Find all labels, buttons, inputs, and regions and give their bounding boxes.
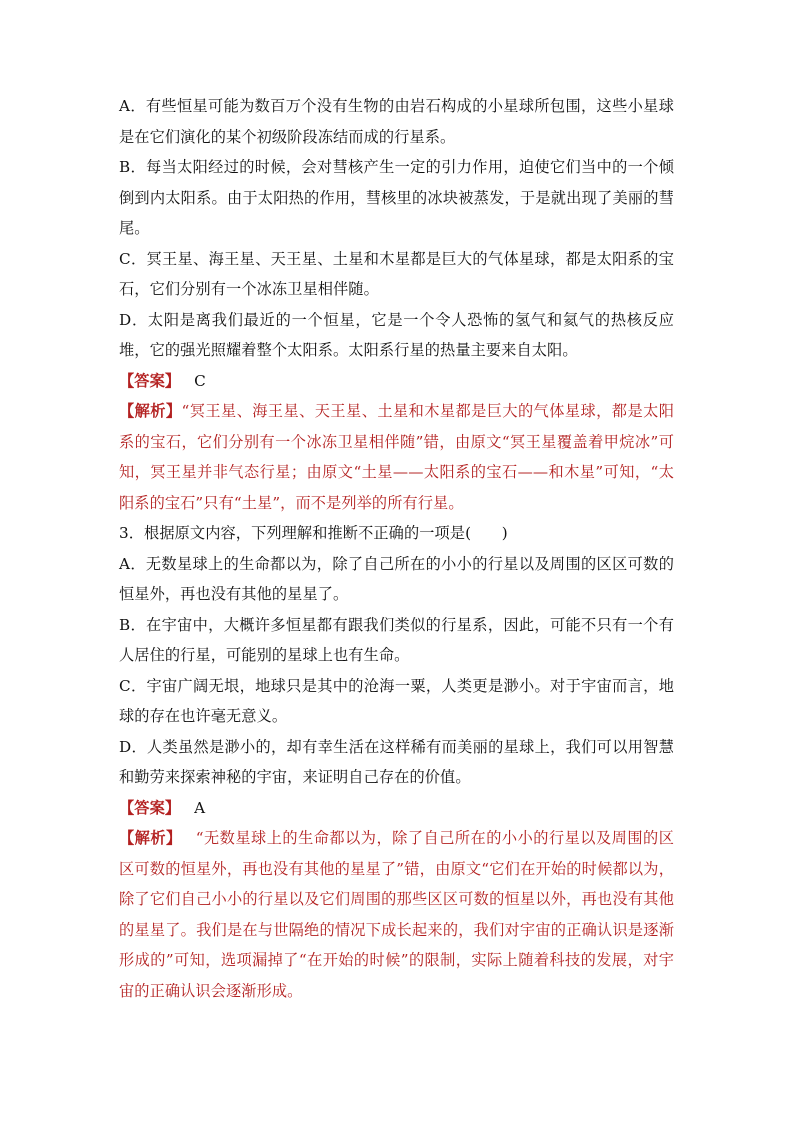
q2-option-d: D．太阳是离我们最近的一个恒星，它是一个令人恐怖的氢气和氦气的热核反应堆，它的强光照耀着整个太阳系。太阳系行星的热量主要来自太阳。 bbox=[119, 310, 674, 359]
q2-option-c: C．冥王星、海王星、天王星、土星和木星都是巨大的气体星球，都是太阳系的宝石，它们分别有一个冰冻卫星相伴随。 bbox=[119, 249, 674, 298]
q3-answer-value: A bbox=[194, 798, 206, 817]
q3-stem: 3．根据原文内容，下列理解和推断不正确的一项是( ) bbox=[119, 524, 508, 542]
q3-option-c: C．宇宙广阔无垠，地球只是其中的沧海一粟，人类更是渺小。对于宇宙而言，地球的存在也许毫无意义。 bbox=[119, 676, 674, 725]
q2-answer-tag: 【答案】 bbox=[119, 371, 181, 390]
q3-analysis bbox=[119, 823, 674, 1006]
q3-answer-line bbox=[119, 793, 674, 824]
q3-option-d: D．人类虽然是渺小的，却有幸生活在这样稀有而美丽的星球上，我们可以用智慧和勤劳来探索神秘的宇宙，来证明自己存在的价值。 bbox=[119, 737, 674, 786]
q3-analysis-text: “无数星球上的生命都以为，除了自己所在的小小的行星以及周围的区区可数的恒星外，再也没有其他的星星了”错，由原文“它们在开始的时候都以为，除了它们自己小小的行星以及它们周围的那些区区可数的恒星以外，再也没有其他的星星了。我们是在与世隔绝的情况下成长起来的，我们对宇宙的正确认识是逐渐形成的”可知，选项漏掉了“在开始的时候”的限制，实际上随着科技的发展，对宇宙的正确认识会逐渐形成。 bbox=[119, 829, 674, 1000]
page-content bbox=[119, 91, 674, 1006]
q3-analysis-tag: 【解析】 bbox=[119, 829, 182, 847]
q2-answer-value: C bbox=[194, 371, 206, 390]
q2-analysis-text: “冥王星、海王星、天王星、土星和木星都是巨大的气体星球，都是太阳系的宝石，它们分别有一个冰冻卫星相伴随”错，由原文“冥王星覆盖着甲烷冰”可知，冥王星并非气态行星；由原文“土星——太阳系的宝石——和木星”可知，“太阳系的宝石”只有“土星”，而不是列举的所有行星。 bbox=[119, 402, 674, 512]
q2-option-a: A．有些恒星可能为数百万个没有生物的由岩石构成的小星球所包围，这些小星球是在它们演化的某个初级阶段冻结而成的行星系。 bbox=[119, 97, 674, 146]
q3-answer-tag: 【答案】 bbox=[119, 798, 181, 817]
q2-analysis bbox=[119, 396, 674, 518]
q2-analysis-tag: 【解析】 bbox=[119, 402, 182, 420]
q3-option-b: B．在宇宙中，大概许多恒星都有跟我们类似的行星系，因此，可能不只有一个有人居住的行星，可能别的星球上也有生命。 bbox=[119, 615, 674, 664]
q2-option-b: B．每当太阳经过的时候，会对彗核产生一定的引力作用，迫使它们当中的一个倾倒到内太阳系。由于太阳热的作用，彗核里的冰块被蒸发，于是就出现了美丽的彗尾。 bbox=[119, 158, 674, 237]
q2-answer-line bbox=[119, 366, 674, 397]
q3-option-a: A．无数星球上的生命都以为，除了自己所在的小小的行星以及周围的区区可数的恒星外，再也没有其他的星星了。 bbox=[119, 554, 674, 603]
